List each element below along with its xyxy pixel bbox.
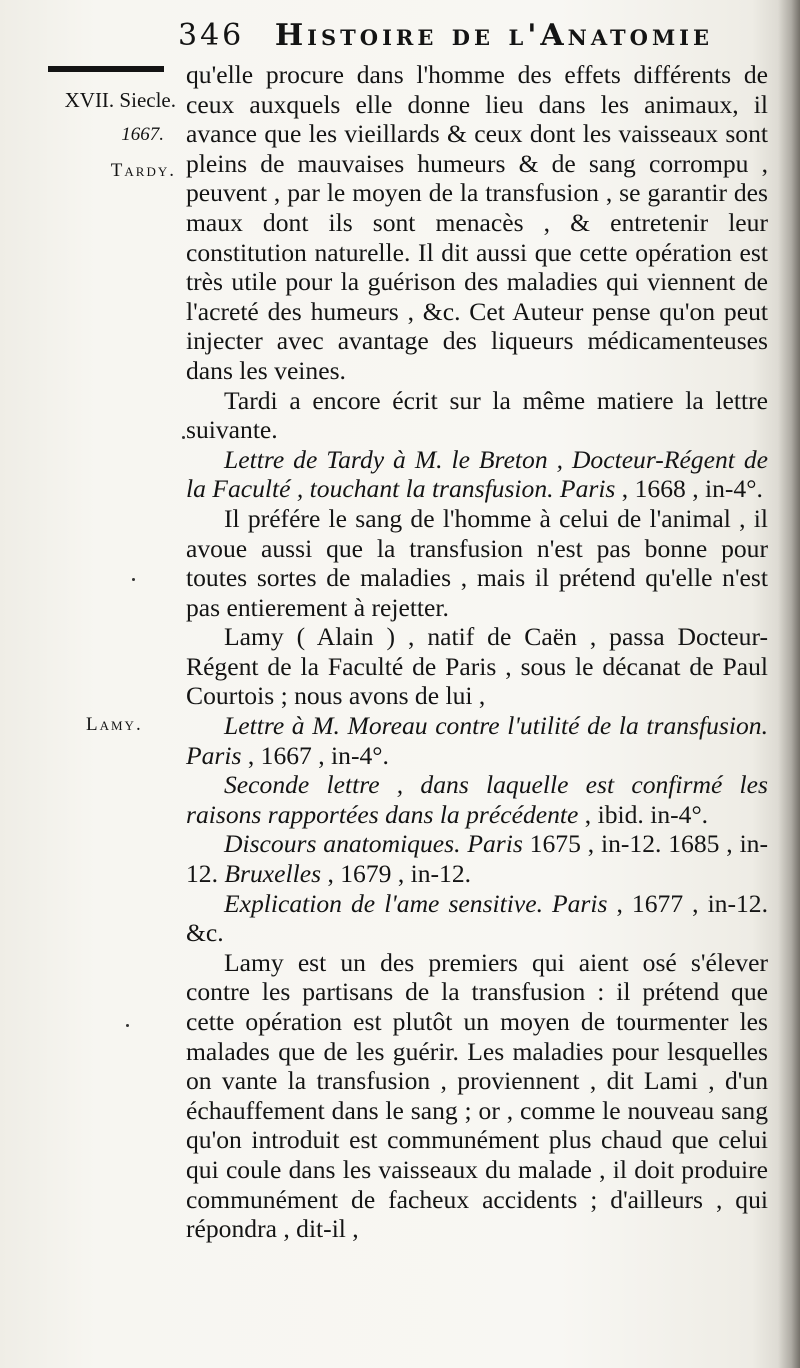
bibliography-entry: Explication de l'ame sensitive. Paris , 1677 , in-12. &c. [186,888,768,948]
paragraph: Lamy est un des premiers qui aient osé s'élever contre les partisans de la transfusion : il prétend que cette opération est plutôt un moyen de tourmenter les malades que de les guérir. Les maladies pour lesquelles on vante la transfusion , proviennent , dit Lami , d'un échauffement dans le sang ; or , comme le nouveau sang qu'on introduit est communément plus chaud que celui qui coule dans les vaisseaux du malade , il doit produire communément de facheux accidents ; d'ailleurs , qui répondra , dit-il , [186,947,768,1244]
running-header [178,18,768,58]
ink-speck [182,436,185,439]
bibliography-entry: Lettre de Tardy à M. le Breton , Docteur-Régent de la Faculté , touchant la transfusion. Paris , 1668 , in-4°. [186,444,768,504]
bibliography-entry: Discours anatomiques. Paris 1675 , in-12. 1685 , in-12. Bruxelles , 1679 , in-12. [186,829,768,889]
bibliography-entry: Seconde lettre , dans laquelle est confirmé les raisons rapportées dans la précédente , ibid. in-4°. [186,770,768,829]
margin-year: 1667. [121,124,164,145]
page-gutter-shadow [778,0,800,1368]
margin-century: XVII. Siecle. [64,88,176,112]
page-number: 346 [178,18,245,53]
ink-speck [132,578,135,581]
body-text [186,60,768,1244]
bibliography-entry: Lettre à M. Moreau contre l'utilité de la transfusion. Paris , 1667 , in-4°. [186,711,768,770]
running-title: Histoire de l'Anatomie [274,18,714,53]
margin-author-lamy: Lamy. [86,714,143,735]
paragraph: qu'elle procure dans l'homme des effets différents de ceux auxquels elle donne lieu dans les animaux, il avance que les vieillards & ceux dont les vaisseaux sont pleins de mauvaises humeurs & de sang corrompu , peuvent , par le moyen de la transfusion , se garantir des maux dont ils sont menacès , & entretenir leur constitution naturelle. Il dit aussi que cette opération est très utile pour la guérison des maladies qui viennent de l'acreté des humeurs , &c. Cet Auteur pense qu'on peut injecter avec avantage des liqueurs médicamenteuses dans les veines. [186,60,768,385]
ink-speck [126,1024,129,1027]
paragraph: Lamy ( Alain ) , natif de Caën , passa Docteur-Régent de la Faculté de Paris , sous le décanat de Paul Courtois ; nous avons de lui , [186,622,768,711]
header-rule [48,66,164,72]
margin-author-tardy: Tardy. [110,160,176,181]
paragraph: Tardi a encore écrit sur la même matiere la lettre suivante. [186,385,768,445]
paragraph: Il préfére le sang de l'homme à celui de l'animal , il avoue aussi que la transfusion n'est pas bonne pour toutes sortes de maladies , mais il prétend qu'elle n'est pas entierement à rejetter. [186,503,768,622]
